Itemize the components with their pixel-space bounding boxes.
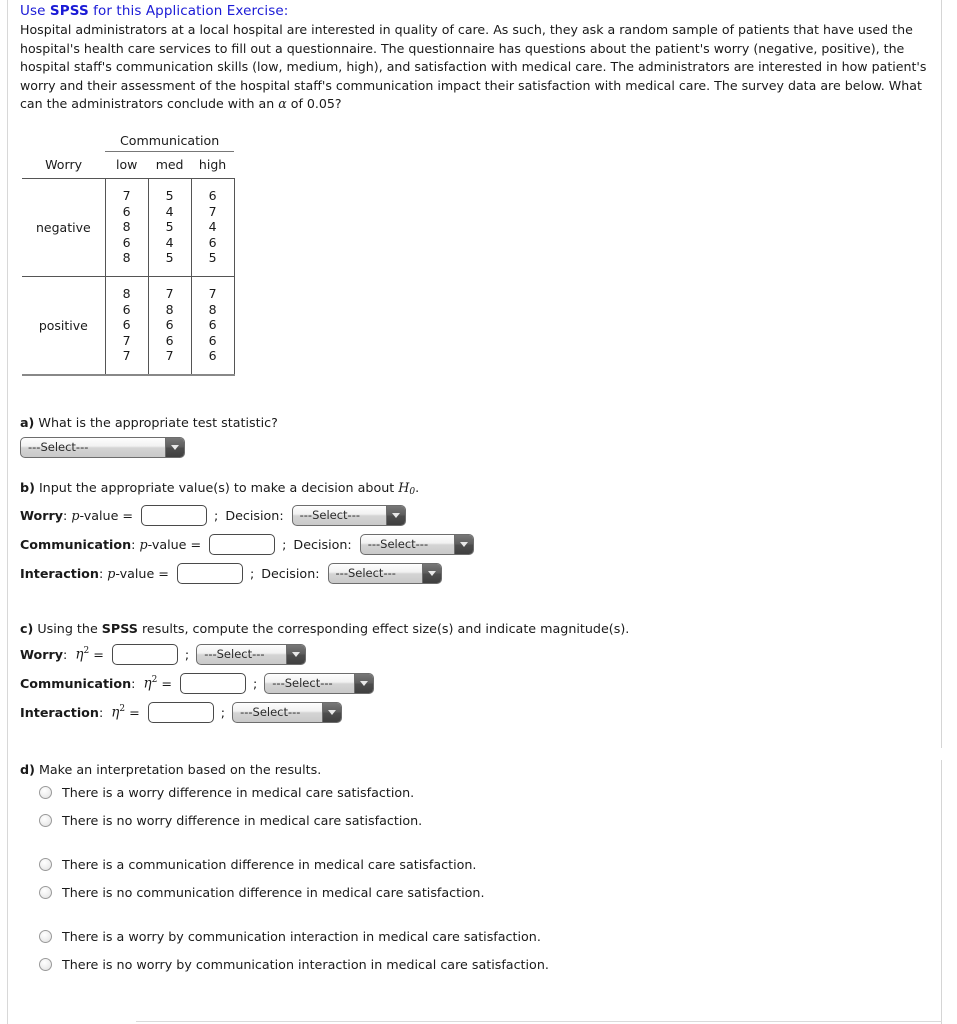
- interpretation-option-label: There is a communication difference in medical care satisfaction.: [62, 856, 477, 872]
- null-hypothesis-subscript: 0: [409, 486, 416, 497]
- spss-brand: SPSS: [101, 620, 138, 636]
- communication-decision-select-value: ---Select---: [367, 537, 429, 552]
- colon: :: [131, 675, 144, 691]
- colon: :: [63, 507, 72, 523]
- colon: :: [98, 704, 112, 720]
- chevron-down-icon[interactable]: [422, 564, 441, 583]
- communication-decision-select[interactable]: [360, 534, 474, 555]
- part-c-question: [20, 621, 941, 636]
- part-b-row-worry: [20, 505, 941, 526]
- communication-eta-input[interactable]: [180, 673, 246, 694]
- pvalue-label: -value =: [147, 536, 202, 552]
- part-a-question: [20, 415, 941, 430]
- part-d-question: [20, 762, 941, 777]
- page-bottom-border: [136, 1021, 942, 1022]
- radio-icon[interactable]: [39, 858, 52, 871]
- radio-icon[interactable]: [39, 786, 52, 799]
- cell-values: 5 4 5 4 5: [165, 187, 174, 266]
- part-d-text: Make an interpretation based on the results.: [38, 761, 322, 777]
- part-c-row-interaction: [20, 702, 941, 723]
- col-header-med: med: [155, 156, 184, 172]
- interpretation-option-5[interactable]: [39, 929, 941, 944]
- communication-magnitude-select-value: ---Select---: [272, 676, 333, 691]
- equals-sign: =: [93, 646, 104, 662]
- separator-semicolon: ;: [282, 536, 287, 552]
- interaction-magnitude-select[interactable]: [232, 702, 342, 723]
- communication-decision-label: Decision:: [293, 536, 352, 552]
- part-b-factor-worry: Worry: [20, 507, 64, 523]
- worry-magnitude-select-value: ---Select---: [204, 647, 265, 662]
- interaction-pvalue-input[interactable]: [177, 563, 243, 584]
- test-statistic-select[interactable]: [20, 437, 185, 458]
- cell-positive-med: [148, 276, 191, 374]
- part-c-letter: c): [20, 620, 34, 636]
- interpretation-option-label: There is no communication difference in medical care satisfaction.: [62, 884, 485, 900]
- communication-pvalue-input[interactable]: [209, 534, 275, 555]
- cell-values: 7 8 6 6 6: [208, 285, 217, 364]
- colon: :: [131, 536, 140, 552]
- part-b-section: [20, 480, 941, 584]
- interpretation-option-label: There is a worry difference in medical care satisfaction.: [62, 784, 415, 800]
- spss-brand: SPSS: [49, 3, 89, 19]
- eta-symbol: [111, 704, 125, 721]
- col-header-high: high: [198, 156, 227, 172]
- cell-values: 7 8 6 6 7: [165, 285, 174, 364]
- null-hypothesis-symbol: H: [398, 479, 410, 495]
- chevron-down-icon[interactable]: [322, 703, 341, 722]
- scenario-text: [20, 21, 941, 114]
- part-b-row-communication: [20, 534, 941, 555]
- table-corner-spacer: [22, 133, 105, 152]
- chevron-down-icon[interactable]: [165, 438, 184, 457]
- part-b-question: [20, 480, 941, 497]
- data-table-container: [22, 133, 941, 376]
- part-a-text: What is the appropriate test statistic?: [38, 414, 278, 430]
- eta-glyph: η: [111, 704, 120, 721]
- cell-values: 6 7 4 6 5: [208, 187, 217, 266]
- colon: :: [98, 565, 108, 581]
- part-c-row-communication: [20, 673, 941, 694]
- interpretation-option-2[interactable]: [39, 813, 941, 828]
- cell-positive-high: [191, 276, 234, 374]
- equals-sign: =: [161, 675, 172, 691]
- colon: :: [63, 646, 76, 662]
- eta-symbol: [143, 675, 157, 692]
- worry-decision-select[interactable]: [292, 505, 406, 526]
- part-a-letter: a): [20, 414, 35, 430]
- survey-data-table: [22, 133, 235, 376]
- row-label-negative: negative: [22, 178, 105, 276]
- cell-values: 8 6 6 7 7: [122, 285, 131, 364]
- interpretation-option-6[interactable]: [39, 957, 941, 972]
- part-d-letter: d): [20, 761, 35, 777]
- part-a-section: [20, 415, 941, 458]
- part-d-section: [20, 762, 941, 972]
- worry-eta-input[interactable]: [112, 644, 178, 665]
- test-statistic-select-value: ---Select---: [28, 440, 89, 455]
- column-factor-title: Communication: [105, 133, 234, 152]
- scenario-body: Hospital administrators at a local hospital are interested in quality of care. As such, they ask a random sample of patients that have used the hospital's health care services to fill out a questionnaire. The questionnaire has questions about the patient's worry (negative, positive), the hospital staff's communication skills (low, medium, high), and satisfaction with medical care. The administrators are interested in how patient's worry and their assessment of the hospital staff's communication impact their satisfaction with medical care. The survey data are below. What can the administrators conclude with an: [20, 22, 927, 112]
- interpretation-option-3[interactable]: [39, 857, 941, 872]
- row-label-positive: positive: [22, 276, 105, 374]
- interpretation-option-4[interactable]: [39, 885, 941, 900]
- interaction-eta-input[interactable]: [148, 702, 214, 723]
- pvalue-label: -value =: [115, 565, 169, 581]
- chevron-down-icon[interactable]: [286, 645, 305, 664]
- worry-pvalue-input[interactable]: [141, 505, 207, 526]
- table-header-row-top: [22, 133, 234, 152]
- pvalue-label: -value =: [79, 507, 134, 523]
- p-symbol: p: [71, 507, 80, 523]
- equals-sign: =: [129, 704, 140, 720]
- part-b-factor-interaction: Interaction: [20, 565, 99, 581]
- worry-decision-select-value: ---Select---: [299, 508, 360, 523]
- col-header-low: low: [115, 156, 138, 172]
- page-title-post: for this Application Exercise:: [88, 3, 289, 19]
- part-b-text: Input the appropriate value(s) to make a decision about: [38, 479, 399, 495]
- part-c-section: [20, 621, 941, 723]
- part-c-text-post: results, compute the corresponding effect size(s) and indicate magnitude(s).: [137, 620, 630, 636]
- part-b-factor-communication: Communication: [20, 536, 132, 552]
- page-title-pre: Use: [20, 3, 50, 19]
- page-title: [20, 3, 941, 19]
- part-c-factor-worry: Worry: [20, 646, 64, 662]
- eta-glyph: η: [75, 646, 84, 663]
- interaction-decision-select[interactable]: [328, 563, 442, 584]
- radio-icon[interactable]: [39, 886, 52, 899]
- alpha-symbol: α: [278, 96, 287, 112]
- eta-symbol: [75, 646, 89, 663]
- separator-semicolon: ;: [253, 675, 258, 691]
- eta-glyph: η: [143, 675, 152, 692]
- p-symbol: p: [139, 536, 148, 552]
- eta-exponent: 2: [151, 675, 158, 686]
- interpretation-option-label: There is a worry by communication interaction in medical care satisfaction.: [62, 928, 541, 944]
- separator-semicolon: ;: [220, 704, 226, 720]
- p-symbol: p: [107, 565, 116, 581]
- part-c-factor-interaction: Interaction: [20, 704, 99, 720]
- cell-negative-med: [148, 178, 191, 276]
- row-factor-title: Worry: [45, 156, 83, 172]
- cell-negative-high: [191, 178, 234, 276]
- scenario-tail: of 0.05?: [286, 96, 342, 112]
- chevron-down-icon[interactable]: [386, 506, 405, 525]
- table-row-negative: [22, 178, 234, 276]
- separator-semicolon: ;: [249, 565, 255, 581]
- part-b-text-end: .: [415, 479, 420, 495]
- separator-semicolon: ;: [214, 507, 219, 523]
- part-b-row-interaction: [20, 563, 941, 584]
- worry-decision-label: Decision:: [225, 507, 284, 523]
- interpretation-option-1[interactable]: [39, 785, 941, 800]
- interpretation-option-label: There is no worry difference in medical care satisfaction.: [62, 812, 423, 828]
- radio-icon[interactable]: [39, 958, 52, 971]
- radio-icon[interactable]: [39, 814, 52, 827]
- part-b-letter: b): [20, 479, 35, 495]
- interaction-decision-label: Decision:: [261, 565, 320, 581]
- cell-values: 7 6 8 6 8: [122, 187, 131, 266]
- eta-exponent: 2: [119, 704, 126, 715]
- eta-exponent: 2: [83, 646, 90, 657]
- cell-positive-low: [105, 276, 148, 374]
- separator-semicolon: ;: [184, 646, 190, 662]
- interaction-magnitude-select-value: ---Select---: [240, 705, 301, 720]
- chevron-down-icon[interactable]: [354, 674, 373, 693]
- part-c-row-worry: [20, 644, 941, 665]
- table-header-row-cols: [22, 151, 234, 178]
- communication-magnitude-select[interactable]: [264, 673, 374, 694]
- radio-icon[interactable]: [39, 930, 52, 943]
- interpretation-option-label: There is no worry by communication interaction in medical care satisfaction.: [62, 956, 549, 972]
- part-c-factor-communication: Communication: [20, 675, 132, 691]
- cell-negative-low: [105, 178, 148, 276]
- table-row-positive: [22, 276, 234, 374]
- interaction-decision-select-value: ---Select---: [335, 566, 396, 581]
- part-c-text-pre: Using the: [37, 620, 102, 636]
- worry-magnitude-select[interactable]: [196, 644, 306, 665]
- chevron-down-icon[interactable]: [454, 535, 473, 554]
